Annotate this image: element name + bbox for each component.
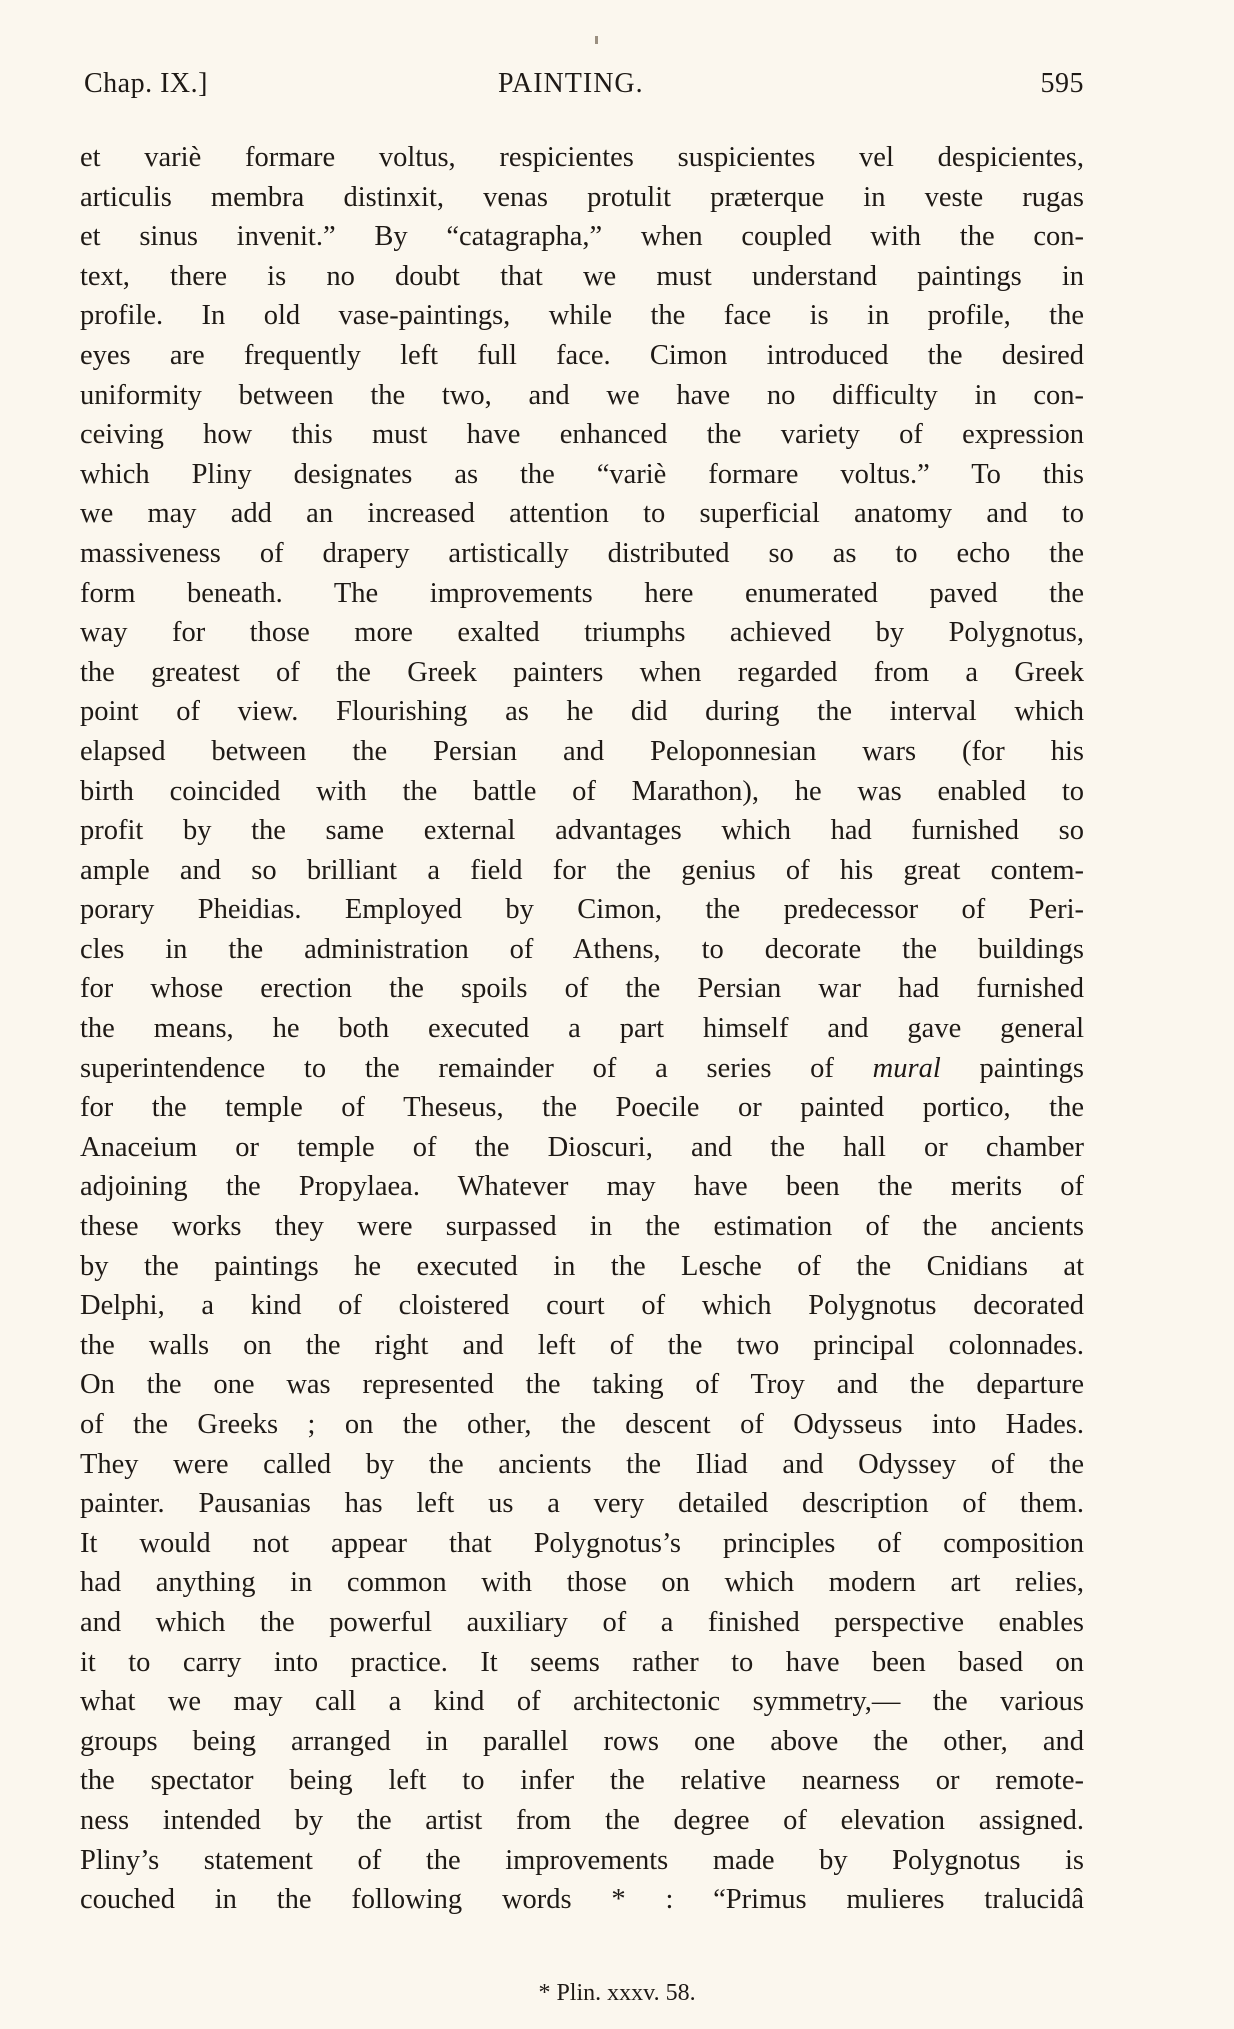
text-line: text, there is no doubt that we must understand paintings in — [80, 260, 1084, 292]
chapter-label: Chap. IX.] — [84, 68, 208, 99]
italic-word: mural — [872, 1052, 941, 1084]
text-line: for whose erection the spoils of the Persian war had furnished — [80, 973, 1084, 1005]
text-line: eyes are frequently left full face. Cimon introduced the desired — [80, 339, 1084, 371]
text-line: the greatest of the Greek painters when regarded from a Greek — [80, 656, 1084, 688]
text-line: profile. In old vase-paintings, while the face is in profile, the — [80, 300, 1084, 332]
text-line: the spectator being left to infer the relative nearness or remote- — [80, 1765, 1084, 1797]
text-line: painter. Pausanias has left us a very detailed description of them. — [80, 1488, 1084, 1520]
text-line: adjoining the Propylaea. Whatever may have been the merits of — [80, 1171, 1084, 1203]
print-mark — [595, 36, 598, 44]
text-line: by the paintings he executed in the Lesche of the Cnidians at — [80, 1250, 1084, 1282]
text-line: They were called by the ancients the Iliad and Odyssey of the — [80, 1448, 1084, 1480]
text-line: which Pliny designates as the “variè formare voltus.” To this — [80, 458, 1084, 490]
text-line: couched in the following words * : “Primus mulieres tralucidâ — [80, 1884, 1084, 1916]
text-line: groups being arranged in parallel rows one above the other, and — [80, 1725, 1084, 1757]
text-line: et sinus invenit.” By “catagrapha,” when coupled with the con- — [80, 221, 1084, 253]
text-line: et variè formare voltus, respicientes suspicientes vel despicientes, — [80, 142, 1084, 173]
running-header — [84, 68, 1084, 108]
text-line: for the temple of Theseus, the Poecile or painted portico, the — [80, 1092, 1084, 1124]
text-line: had anything in common with those on which modern art relies, — [80, 1567, 1084, 1599]
text-line: the walls on the right and left of the two principal colonnades. — [80, 1329, 1084, 1361]
text-line: elapsed between the Persian and Peloponnesian wars (for his — [80, 735, 1084, 767]
text-line: these works they were surpassed in the estimation of the ancients — [80, 1211, 1084, 1243]
text-line: ness intended by the artist from the degree of elevation assigned. — [80, 1804, 1084, 1836]
text-line: Anaceium or temple of the Dioscuri, and the hall or chamber — [80, 1131, 1084, 1163]
text-line: articulis membra distinxit, venas protulit præterque in veste rugas — [80, 181, 1084, 213]
text-line: superintendence to the remainder of a series of mural paintings — [80, 1052, 1084, 1084]
text-line: porary Pheidias. Employed by Cimon, the predecessor of Peri- — [80, 894, 1084, 926]
page-number: 595 — [1040, 68, 1084, 99]
text-line: point of view. Flourishing as he did during the interval which — [80, 696, 1084, 728]
text-line: uniformity between the two, and we have no difficulty in con- — [80, 379, 1084, 411]
text-line: it to carry into practice. It seems rather to have been based on — [80, 1646, 1084, 1678]
text-line: ample and so brilliant a field for the genius of his great contem- — [80, 854, 1084, 886]
footnote: * Plin. xxxv. 58. — [538, 1980, 696, 2006]
text-line: Pliny’s statement of the improvements made by Polygnotus is — [80, 1844, 1084, 1876]
text-line: ceiving how this must have enhanced the variety of expression — [80, 419, 1084, 451]
text-line: It would not appear that Polygnotus’s principles of composition — [80, 1527, 1084, 1559]
text-line: birth coincided with the battle of Marathon), he was enabled to — [80, 775, 1084, 807]
text-line: of the Greeks ; on the other, the descent of Odysseus into Hades. — [80, 1409, 1084, 1440]
text-line: we may add an increased attention to superficial anatomy and to — [80, 498, 1084, 530]
text-line: On the one was represented the taking of Troy and the departure — [80, 1369, 1084, 1401]
text-line: Delphi, a kind of cloistered court of which Polygnotus decorated — [80, 1290, 1084, 1322]
text-line: the means, he both executed a part himself and gave general — [80, 1013, 1084, 1045]
text-line: way for those more exalted triumphs achieved by Polygnotus, — [80, 617, 1084, 649]
text-line: massiveness of drapery artistically distributed so as to echo the — [80, 537, 1084, 569]
text-line: cles in the administration of Athens, to decorate the buildings — [80, 933, 1084, 965]
body-text — [80, 138, 1084, 1920]
text-line: profit by the same external advantages which had furnished so — [80, 815, 1084, 847]
text-line: what we may call a kind of architectonic symmetry,— the various — [80, 1686, 1084, 1718]
page-title: PAINTING. — [498, 68, 644, 99]
text-line: and which the powerful auxiliary of a finished perspective enables — [80, 1606, 1084, 1638]
text-line: form beneath. The improvements here enumerated paved the — [80, 577, 1084, 609]
